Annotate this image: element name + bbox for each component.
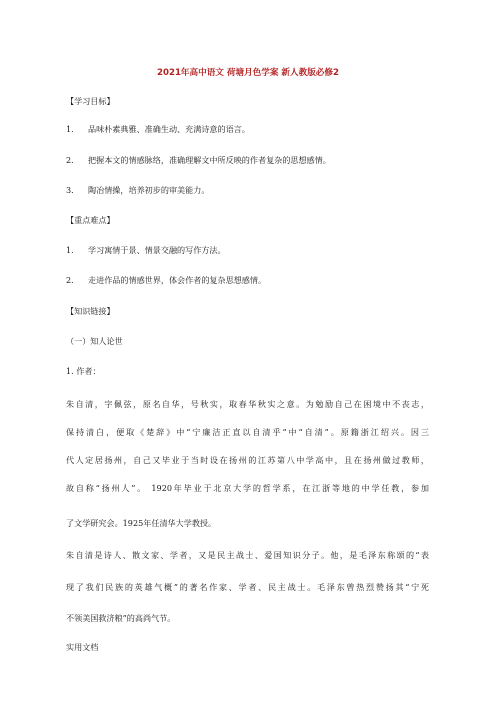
paragraph-line: 朱自清是诗人、散文家、学者，又是民主战士、爱国知识分子。他，是毛泽东称颂的“表	[66, 550, 429, 560]
item-number: 2.	[66, 155, 74, 165]
section-heading-objectives: 【学习目标】	[66, 96, 115, 106]
objective-item	[66, 155, 331, 165]
item-number: 1.	[66, 245, 74, 255]
document-title: 2021年高中语文 荷塘月色学案 新人教版必修2	[157, 68, 339, 78]
subheading: （一）知人论世	[66, 336, 123, 346]
paragraph-line: 保持清白，便取《楚辞》中“宁廉洁正直以自清乎”中“自清”。原籍浙江绍兴。因三	[66, 427, 429, 437]
objective-item	[66, 185, 209, 195]
paragraph-line: 代人定居扬州，自己又毕业于当时设在扬州的江苏第八中学高中，且在扬州做过教师，	[66, 455, 429, 465]
key-point-item	[66, 275, 266, 285]
paragraph-line: 了文学研究会。1925年任清华大学教授。	[66, 518, 217, 528]
paragraph-line: 现了我们民族的英雄气概”的著名作家、学者、民主战士。毛泽东曾热烈赞扬其“宁死	[66, 582, 429, 592]
item-text: 走进作品的情感世界，体会作者的复杂思想感情。	[88, 275, 267, 285]
page-footer: 实用文档	[66, 642, 99, 652]
paragraph-line: 不领美国救济粮”的高尚气节。	[66, 613, 176, 623]
item-number: 1.	[66, 124, 74, 134]
item-text: 把握本文的情感脉络，准确理解文中所反映的作者复杂的思想感情。	[88, 155, 331, 165]
item-number: 2.	[66, 275, 74, 285]
section-heading-key-points: 【重点难点】	[66, 215, 115, 225]
item-number: 3.	[66, 185, 74, 195]
item-text: 陶冶情操，培养初步的审美能力。	[88, 185, 210, 195]
item-text: 品味朴素典雅、准确生动、充满诗意的语言。	[88, 124, 250, 134]
objective-item	[66, 124, 250, 134]
key-point-item	[66, 245, 226, 255]
paragraph-line: 故自称“扬州人”。 1920年毕业于北京大学的哲学系，在江浙等地的中学任教，参加	[66, 483, 429, 493]
paragraph-line: 朱自清，字佩弦，原名自华，号秋实，取春华秋实之意。为勉励自己在困境中不丧志，	[66, 399, 429, 409]
item-text: 学习寓情于景、情景交融的写作方法。	[88, 245, 226, 255]
author-label: 1. 作者：	[66, 366, 101, 376]
section-heading-knowledge: 【知识链接】	[66, 306, 115, 316]
